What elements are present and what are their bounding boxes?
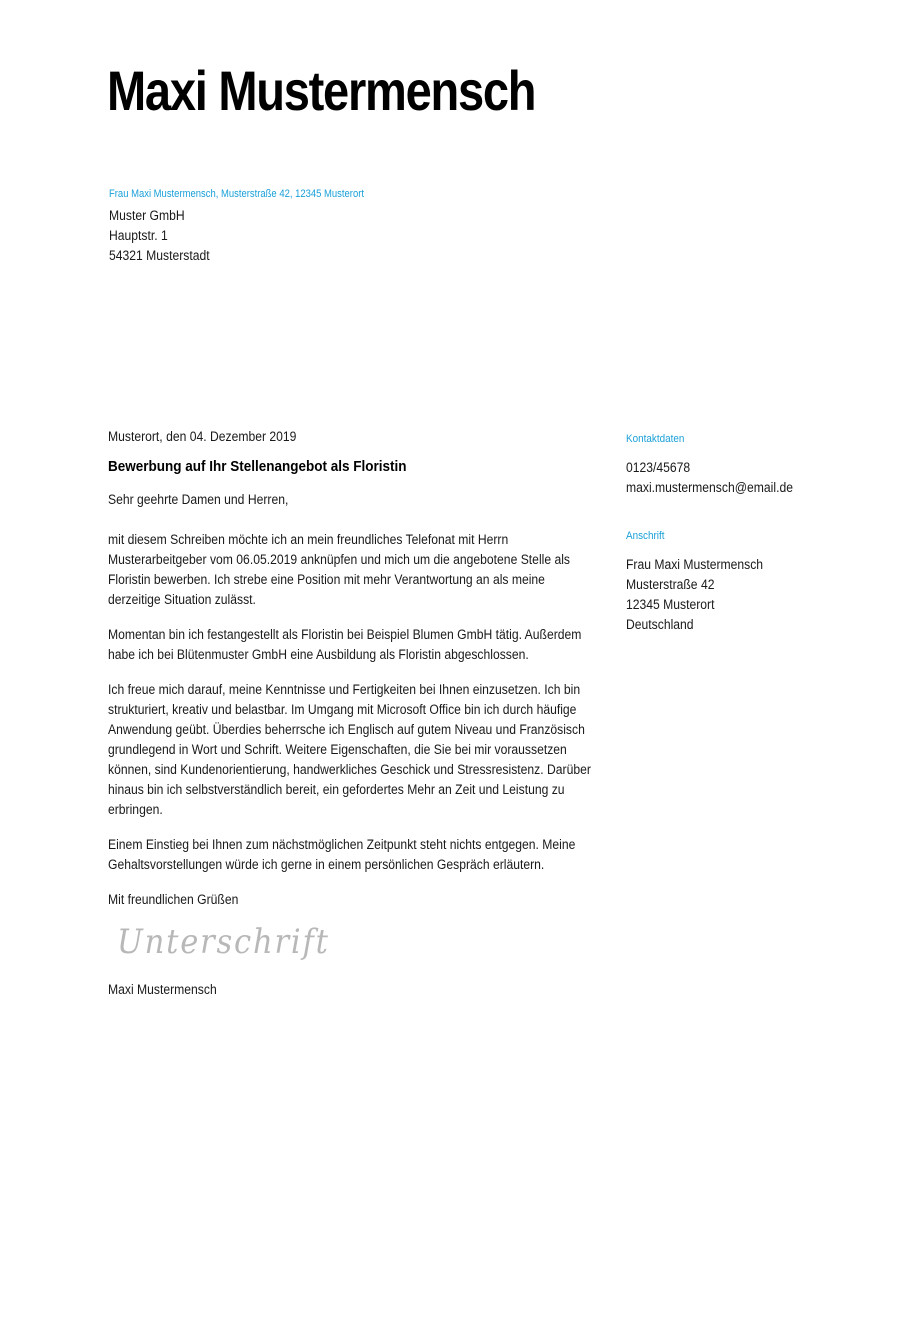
letter-paragraph: mit diesem Schreiben möchte ich an mein freundliches Telefonat mit Herrn Musterarbeitgeber vom 06.05.2019 anknüpfen und mich um die angebotene Stelle als Floristin bewerben. Ich strebe eine Position mit mehr Verantwortung an als meine derzeitige Situation zulässt. bbox=[108, 532, 571, 607]
signed-name: Maxi Mustermensch bbox=[108, 982, 217, 997]
sidebar bbox=[626, 431, 856, 665]
recipient-street: Hauptstr. 1 bbox=[109, 228, 168, 243]
recipient-address bbox=[109, 206, 221, 266]
contact-block bbox=[626, 431, 851, 498]
letter-body bbox=[108, 427, 598, 1000]
address-line-street: Musterstraße 42 bbox=[626, 577, 715, 592]
signature-image bbox=[108, 918, 599, 966]
address-line-country: Deutschland bbox=[626, 617, 694, 632]
recipient-city: 54321 Musterstadt bbox=[109, 248, 210, 263]
applicant-name-title: Maxi Mustermensch bbox=[107, 59, 536, 122]
recipient-company: Muster GmbH bbox=[109, 208, 185, 223]
signature-placeholder: Unterschrift bbox=[117, 922, 330, 962]
letter-date: Musterort, den 04. Dezember 2019 bbox=[108, 429, 297, 444]
address-line-city: 12345 Musterort bbox=[626, 597, 715, 612]
address-block bbox=[626, 528, 851, 635]
letter-paragraph: Einem Einstieg bei Ihnen zum nächstmöglichen Zeitpunkt steht nichts entgegen. Meine Gehaltsvorstellungen würde ich gerne in einem persönlichen Gespräch erläutern. bbox=[108, 837, 576, 872]
address-heading: Anschrift bbox=[626, 530, 665, 542]
sender-address-line: Frau Maxi Mustermensch, Musterstraße 42, 12345 Musterort bbox=[109, 188, 364, 200]
contact-phone: 0123/45678 bbox=[626, 460, 691, 475]
address-line-name: Frau Maxi Mustermensch bbox=[626, 557, 764, 572]
letter-subject: Bewerbung auf Ihr Stellenangebot als Floristin bbox=[108, 458, 407, 475]
letter-closing: Mit freundlichen Grüßen bbox=[108, 892, 239, 907]
contact-email: maxi.mustermensch@email.de bbox=[626, 480, 793, 495]
letter-salutation: Sehr geehrte Damen und Herren, bbox=[108, 492, 289, 507]
letter-paragraph: Ich freue mich darauf, meine Kenntnisse und Fertigkeiten bei Ihnen einzusetzen. Ich bin strukturiert, kreativ und belastbar. Im Umgang mit Microsoft Office bin ich durch häufige Anwendung geübt. Überdies beherrsche ich Englisch auf gutem Niveau und Französisch grundlegend in Wort und Schrift. Weitere Eigenschaften, die Sie bei mir voraussetzen können, sind Kundenorientierung, handwerkliches Geschick und Stressresistenz. Darüber hinaus bin ich selbstverständlich bereit, ein gefordertes Mehr an Zeit und Leistung zu erbringen. bbox=[108, 682, 591, 817]
letter-paragraph: Momentan bin ich festangestellt als Floristin bei Beispiel Blumen GmbH tätig. Außerdem habe ich bei Blütenmuster GmbH eine Ausbildung als Floristin abgeschlossen. bbox=[108, 627, 582, 662]
contact-heading: Kontaktdaten bbox=[626, 433, 685, 445]
